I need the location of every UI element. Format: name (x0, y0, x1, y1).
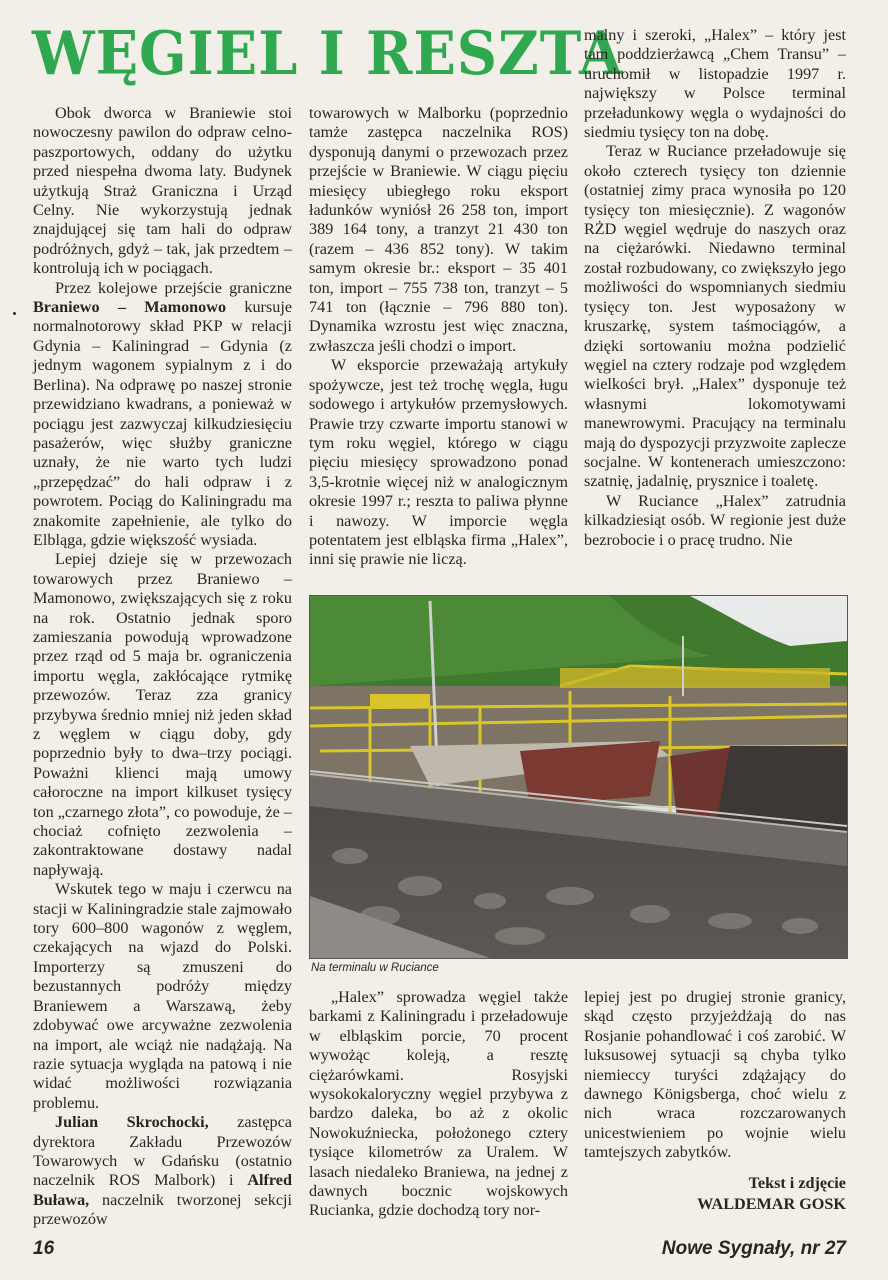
margin-dot (13, 312, 16, 315)
publication-name: Nowe Sygnały, nr 27 (661, 1238, 846, 1259)
person-name: Alfred Buława, (33, 1171, 292, 1209)
credit-label: Tekst i zdjęcie (748, 1173, 846, 1192)
text-run: naczelnik tworzonej sekcji przewozów (33, 1190, 292, 1229)
photo-caption: Na terminalu w Ruciance (311, 962, 439, 974)
text-run: kursuje normalnotorowy skład PKP w relacji Gdynia – Kaliningrad – Gdynia (z jednym wagonem sypialnym z i do Berlina). Na odprawę po naszej stronie przewidziano kwadrans, a ponieważ w pociągu jest zazwyczaj kilkudziesięciu pasażerów, więc służby graniczne uznały, że nie warto tych ludzi „przepędzać” do hali odpraw i z powrotem. Pociąg do Kaliningradu ma znakomite zapełnienie, ale tylko do Elbląga, gdzie większość wysiada. (33, 298, 293, 549)
paragraph: malny i szeroki, „Halex” – który jest tam poddzierżawcą „Chem Transu” – uruchomił w listopadzie 1997 r. największy w Polsce terminal przeładunkowy węgla o wydajności do siedmiu tysięcy ton na dobę. (584, 26, 846, 142)
text-column-1 (33, 104, 292, 1230)
paragraph: Lepiej dzieje się w przewozach towarowych przez Braniewo – Mamonowo, zwiększających się z roku na rok. Ostatnio jednak sporo zamieszania powodują wprowadzone przez rząd od 5 maja br. ograniczenia importu węgla, zakłócające rytmikę przewozów. Teraz zza granicy przybywa średnio mniej niż jeden skład z węglem w ciągu doby, gdy poprzednio były to dwa–trzy pociągi. Poważni klienci mają umowy całoroczne na import kilkuset tysięcy ton „czarnego złota”, co powoduje, że – chociaż cofnięto zezwolenia – zakontraktowane dostawy nadal napływają. (33, 550, 292, 879)
text-column-2-lower (309, 988, 568, 1221)
person-name: Julian Skrochocki, (55, 1113, 209, 1132)
photo-illustration (310, 596, 847, 958)
author-name: WALDEMAR GOSK (697, 1194, 846, 1213)
paragraph: Obok dworca w Braniewie stoi nowoczesny pawilon do odpraw celno-paszportowych, oddany do użytku przed niespełna dwoma laty. Budynek użytkują Straż Graniczna i Urząd Celny. Nie wykorzystują jednak znajdującej się tam hali do odpraw podróżnych, gdyż – tak, jak przedtem – kontrolują ich w pociągach. (33, 104, 292, 278)
paragraph: lepiej jest po drugiej stronie granicy, skąd często przyjeżdżają do nas Rosjanie pohandlować i coś zarobić. W luksusowej sytuacji są chyba tylko niemieccy turyści zdążający do dawnego Königsberga, choć wielu z nich wraca rozczarowanych unicestwieniem po wojnie wielu tamtejszych zabytków. (584, 988, 846, 1162)
text-column-3-lower (584, 988, 846, 1215)
text-run: Przez kolejowe przejście graniczne (55, 278, 292, 297)
paragraph (33, 279, 292, 551)
rail-wagon (520, 741, 660, 806)
article-title: WĘGIEL I RESZTA (32, 19, 624, 89)
page-number: 16 (33, 1238, 55, 1259)
coal-terminal-photo (309, 595, 848, 959)
paragraph: Wskutek tego w maju i czerwcu na stacji w Kaliningradzie stale zajmowało tory 600–800 wagonów z węglem, czekających na wjazd do Polski. Importerzy są zmuszeni do bezustannych podróży między Braniewem a Warszawą, żeby zdobywać owe arcyważne zezwolenia na import, ale wciąż nie nadążają. Na razie sytuacja wygląda na patową i nie widać możliwości rozwiązania problemu. (33, 880, 292, 1112)
paragraph: towarowych w Malborku (poprzednio tamże zastępca naczelnika ROS) dysponują danymi o przewozach przez przejście w Braniewie. W ciągu pięciu miesięcy ubiegłego roku eksport ładunków wyniósł 26 258 ton, import 389 164 tony, a tranzyt 21 430 ton (razem – 436 852 tony). W takim samym okresie br.: eksport – 35 401 ton, import – 755 738 ton, tranzyt – 5 741 ton (łącznie – 796 880 ton). Dynamika wzrostu jest więc znaczna, zwłaszcza jeśli chodzi o import. (309, 104, 568, 355)
paragraph (33, 1113, 292, 1229)
paragraph: W eksporcie przeważają artykuły spożywcze, jest też trochę węgla, ługu sodowego i artykułów przemysłowych. Prawie trzy czwarte importu stanowi w tym roku węgiel, którego w ciągu pięciu miesięcy sprowadzono ponad 3,5-krotnie więcej niż w analogicznym okresie 1997 r.; reszta to paliwa płynne i nawozy. W imporcie węgla potentatem jest elbląska firma „Halex”, inni się prawie nie liczą. (309, 356, 568, 569)
paragraph: W Ruciance „Halex” zatrudnia kilkadziesiąt osób. W regionie jest duże bezrobocie i o pracę trudno. Nie (584, 491, 846, 549)
bold-term: Braniewo – Mamonowo (33, 298, 227, 317)
text-column-2 (309, 104, 568, 570)
text-run: zastępca dyrektora Zakładu Przewozów Towarowych w Gdańsku (ostatnio naczelnik ROS Malbork) i (33, 1113, 292, 1190)
text-column-3 (584, 26, 846, 550)
paragraph: „Halex” sprowadza węgiel także barkami z Kaliningradu i przeładowuje w elbląskim porcie, 70 procent wywożąc koleją, a resztę ciężarówkami. Rosyjski wysokokaloryczny węgiel przybywa z bardzo daleka, bo aż z okolic Nowokuźniecka, położonego cztery tysiące kilometrów za Uralem. W lasach niedaleko Braniewa, na jednej z dawnych bocznic wojskowych Rucianka, gdzie dochodzą tory nor- (309, 988, 568, 1220)
author-credit (584, 1173, 846, 1215)
paragraph: Teraz w Ruciance przeładowuje się około czterech tysięcy ton dziennie (ostatniej zimy praca wynosiła po 120 tysięcy ton miesięcznie). Z wagonów RŻD węgiel wędruje do naszych oraz na ciężarówki. Niedawno terminal został rozbudowany, co zwiększyło jego możliwości do wspomnianych siedmiu tysięcy ton. Jest wyposażony w kruszarkę, system taśmociągów, a dzięki sortowaniu można podzielić węgiel na cztery rodzaje pod względem wielkości brył. „Halex” dysponuje też własnymi lokomotywami manewrowymi. Pracujący na terminalu mają do dyspozycji przyzwoite zaplecze socjalne. W kontenerach umieszczono: szatnię, jadalnię, prysznice i toaletę. (584, 142, 846, 491)
